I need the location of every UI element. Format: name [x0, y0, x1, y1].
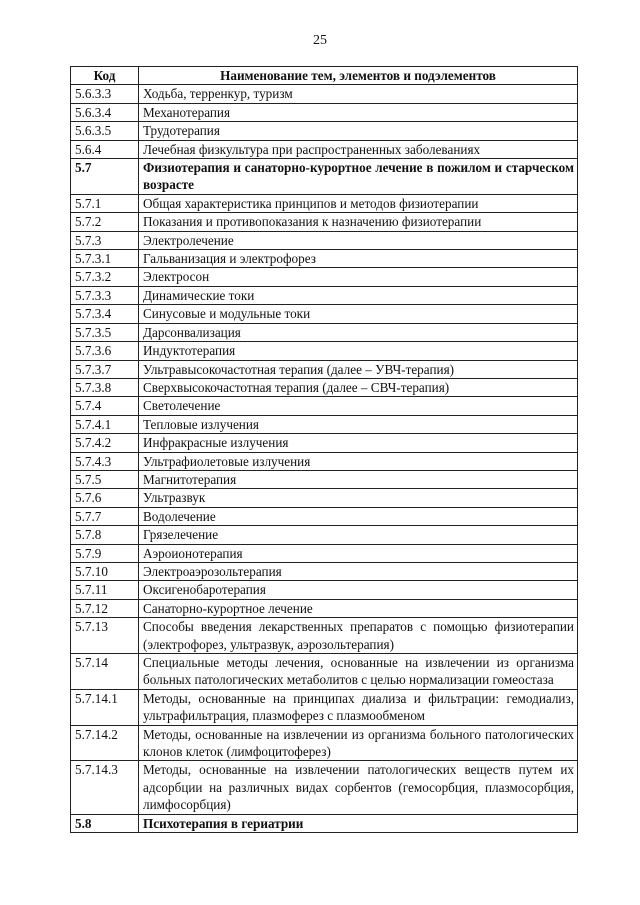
row-code: 5.6.3.5 — [71, 122, 139, 140]
table-row — [71, 526, 578, 544]
row-name: Гальванизация и электрофорез — [139, 250, 578, 268]
row-code: 5.7.1 — [71, 194, 139, 212]
table-row — [71, 323, 578, 341]
column-header-name: Наименование тем, элементов и подэлементов — [139, 67, 578, 85]
row-code: 5.6.3.3 — [71, 85, 139, 103]
row-name: Физиотерапия и санаторно-курортное лечение в пожилом и старческом возрасте — [139, 159, 578, 195]
table-row — [71, 85, 578, 103]
row-name: Электролечение — [139, 231, 578, 249]
row-code: 5.7.8 — [71, 526, 139, 544]
table-row — [71, 140, 578, 158]
table-row — [71, 122, 578, 140]
row-code: 5.7.2 — [71, 213, 139, 231]
table-row — [71, 434, 578, 452]
row-code: 5.7.14.3 — [71, 761, 139, 814]
table-row — [71, 194, 578, 212]
row-code: 5.7.3.5 — [71, 323, 139, 341]
table-row — [71, 452, 578, 470]
table-row — [71, 470, 578, 488]
row-name: Магнитотерапия — [139, 470, 578, 488]
table-row — [71, 689, 578, 725]
table-row — [71, 507, 578, 525]
column-header-code: Код — [71, 67, 139, 85]
table-row — [71, 305, 578, 323]
row-name: Лечебная физкультура при распространенных заболеваниях — [139, 140, 578, 158]
table-row — [71, 562, 578, 580]
row-name: Светолечение — [139, 397, 578, 415]
row-name: Методы, основанные на принципах диализа и фильтрации: гемодиализ, ультрафильтрация, плазмоферез с плазмообменом — [139, 689, 578, 725]
table-row — [71, 268, 578, 286]
row-name: Способы введения лекарственных препаратов с помощью физиотерапии (электрофорез, ультразвук, аэрозольтерапия) — [139, 618, 578, 654]
row-name: Дарсонвализация — [139, 323, 578, 341]
row-code: 5.6.4 — [71, 140, 139, 158]
row-name: Оксигенобаротерапия — [139, 581, 578, 599]
row-code: 5.7.3.8 — [71, 378, 139, 396]
row-name: Методы, основанные на извлечении патологических веществ путем их адсорбции на различных видах сорбентов (гемосорбция, плазмосорбция, лимфосорбция) — [139, 761, 578, 814]
table-row — [71, 360, 578, 378]
row-name: Методы, основанные на извлечении из организма больного патологических клонов клеток (лимфоцитоферез) — [139, 725, 578, 761]
row-code: 5.7.14.1 — [71, 689, 139, 725]
row-name: Инфракрасные излучения — [139, 434, 578, 452]
table-row — [71, 103, 578, 121]
row-code: 5.7.13 — [71, 618, 139, 654]
table-row — [71, 342, 578, 360]
row-code: 5.7.12 — [71, 599, 139, 617]
table-body — [71, 85, 578, 833]
row-name: Тепловые излучения — [139, 415, 578, 433]
row-code: 5.7.3.6 — [71, 342, 139, 360]
row-name: Динамические токи — [139, 286, 578, 304]
row-name: Водолечение — [139, 507, 578, 525]
row-name: Общая характеристика принципов и методов физиотерапии — [139, 194, 578, 212]
row-name: Механотерапия — [139, 103, 578, 121]
row-name: Ультразвук — [139, 489, 578, 507]
table-row — [71, 599, 578, 617]
row-name: Синусовые и модульные токи — [139, 305, 578, 323]
row-name: Ультрафиолетовые излучения — [139, 452, 578, 470]
row-code: 5.7.11 — [71, 581, 139, 599]
table-row — [71, 618, 578, 654]
row-code: 5.7.3 — [71, 231, 139, 249]
row-code: 5.7.3.3 — [71, 286, 139, 304]
row-name: Грязелечение — [139, 526, 578, 544]
row-name: Показания и противопоказания к назначению физиотерапии — [139, 213, 578, 231]
row-code: 5.7.3.1 — [71, 250, 139, 268]
row-code: 5.7.3.7 — [71, 360, 139, 378]
table-header-row — [71, 67, 578, 85]
row-name: Ходьба, терренкур, туризм — [139, 85, 578, 103]
row-name: Санаторно-курортное лечение — [139, 599, 578, 617]
row-code: 5.7.14 — [71, 654, 139, 690]
table-row — [71, 397, 578, 415]
row-code: 5.7.4.2 — [71, 434, 139, 452]
row-code: 5.7.6 — [71, 489, 139, 507]
row-name: Психотерапия в гериатрии — [139, 814, 578, 832]
row-code: 5.7 — [71, 159, 139, 195]
row-name: Электроаэрозольтерапия — [139, 562, 578, 580]
row-name: Аэроионотерапия — [139, 544, 578, 562]
row-code: 5.7.4.1 — [71, 415, 139, 433]
table-row — [71, 725, 578, 761]
row-name: Трудотерапия — [139, 122, 578, 140]
table-row — [71, 814, 578, 832]
row-code: 5.8 — [71, 814, 139, 832]
table-row — [71, 415, 578, 433]
table-row — [71, 231, 578, 249]
row-name: Ультравысокочастотная терапия (далее – УВЧ-терапия) — [139, 360, 578, 378]
row-code: 5.7.14.2 — [71, 725, 139, 761]
topics-table — [70, 66, 578, 833]
row-code: 5.7.7 — [71, 507, 139, 525]
row-name: Сверхвысокочастотная терапия (далее – СВЧ-терапия) — [139, 378, 578, 396]
table-row — [71, 213, 578, 231]
row-code: 5.7.4.3 — [71, 452, 139, 470]
table-row — [71, 159, 578, 195]
row-code: 5.7.3.4 — [71, 305, 139, 323]
row-code: 5.7.9 — [71, 544, 139, 562]
row-name: Электросон — [139, 268, 578, 286]
table-row — [71, 544, 578, 562]
row-code: 5.7.4 — [71, 397, 139, 415]
table-row — [71, 489, 578, 507]
row-code: 5.7.3.2 — [71, 268, 139, 286]
row-code: 5.6.3.4 — [71, 103, 139, 121]
table-row — [71, 761, 578, 814]
row-name: Специальные методы лечения, основанные на извлечении из организма больных патологических метаболитов с целью нормализации гомеостаза — [139, 654, 578, 690]
row-name: Индуктотерапия — [139, 342, 578, 360]
table-row — [71, 250, 578, 268]
table-row — [71, 581, 578, 599]
row-code: 5.7.5 — [71, 470, 139, 488]
row-code: 5.7.10 — [71, 562, 139, 580]
page-number: 25 — [313, 33, 327, 48]
table-row — [71, 654, 578, 690]
table-row — [71, 286, 578, 304]
table-row — [71, 378, 578, 396]
